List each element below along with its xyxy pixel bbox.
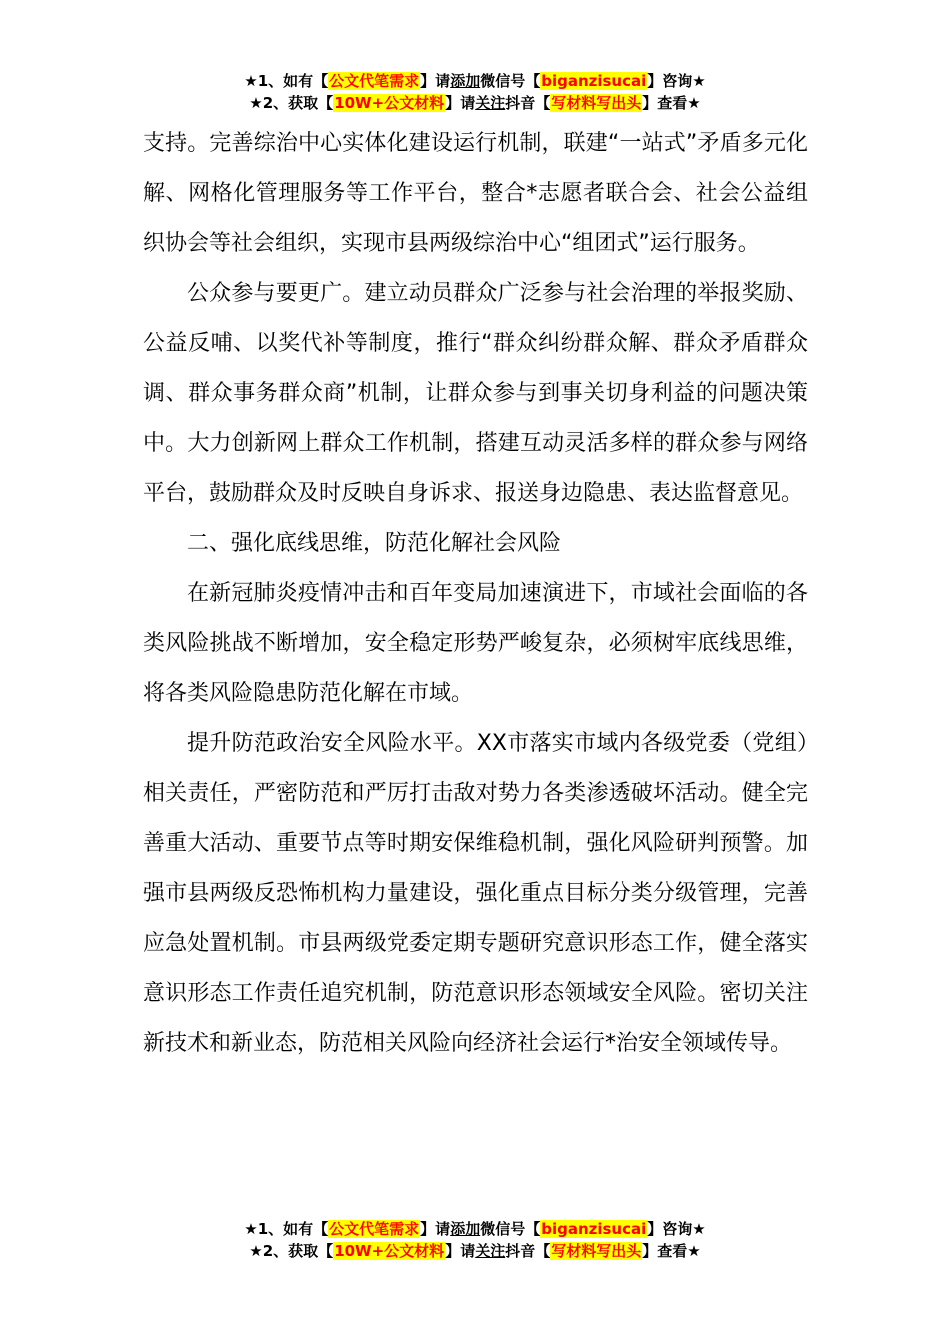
- banner-underlined-text: 关注: [475, 94, 506, 112]
- banner-text: 微信号【: [480, 1220, 541, 1238]
- banner-text: 】请: [445, 1242, 476, 1260]
- paragraph: 在新冠肺炎疫情冲击和百年变局加速演进下，市域社会面临的各类风险挑战不断增加，安全稳定形势严峻复杂，必须树牢底线思维，将各类风险隐患防范化解在市域。: [143, 581, 808, 706]
- banner-line-1: [0, 70, 950, 92]
- banner-highlight: 公文代笔需求: [329, 1220, 420, 1238]
- banner-highlight: 10W+公文材料: [334, 94, 445, 112]
- banner-text: ★1、如有【: [244, 1220, 329, 1238]
- banner-highlight: 公文代笔需求: [329, 72, 420, 90]
- banner-text: 】请: [445, 94, 476, 112]
- header-ad-banner: [0, 70, 950, 114]
- banner-text: 抖音【: [505, 1242, 551, 1260]
- footer-ad-banner: [0, 1218, 950, 1262]
- banner-line-1: [0, 1218, 950, 1240]
- banner-text: 】请: [420, 1220, 451, 1238]
- paragraph: 支持。完善综治中心实体化建设运行机制，联建“一站式”矛盾多元化解、网格化管理服务等工作平台，整合*志愿者联合会、社会公益组织协会等社会组织，实现市县两级综治中心“组团式”运行服务。: [143, 131, 808, 256]
- banner-line-2: [0, 92, 950, 114]
- banner-underlined-text: 关注: [475, 1242, 506, 1260]
- document-body: [143, 119, 808, 1069]
- banner-highlight: biganzisucai: [541, 72, 647, 90]
- banner-text: 抖音【: [505, 94, 551, 112]
- section-heading: 二、强化底线思维，防范化解社会风险: [187, 531, 562, 556]
- paragraph: 公众参与要更广。建立动员群众广泛参与社会治理的举报奖励、公益反哺、以奖代补等制度，推行“群众纠纷群众解、群众矛盾群众调、群众事务群众商”机制，让群众参与到事关切身利益的问题决策中。大力创新网上群众工作机制，搭建互动灵活多样的群众参与网络平台，鼓励群众及时反映自身诉求、报送身边隐患、表达监督意见。: [143, 281, 808, 506]
- banner-text: ★2、获取【: [249, 1242, 334, 1260]
- banner-highlight: 写材料写出头: [551, 94, 642, 112]
- banner-highlight: 10W+公文材料: [334, 1242, 445, 1260]
- paragraph: 提升防范政治安全风险水平。XX市落实市域内各级党委（党组）相关责任，严密防范和严厉打击敌对势力各类渗透破坏活动。健全完善重大活动、重要节点等时期安保维稳机制，强化风险研判预警。加强市县两级反恐怖机构力量建设，强化重点目标分类分级管理，完善应急处置机制。市县两级党委定期专题研究意识形态工作，健全落实意识形态工作责任追究机制，防范意识形态领域安全风险。密切关注新技术和新业态，防范相关风险向经济社会运行*治安全领域传导。: [143, 731, 808, 1056]
- banner-text: ★1、如有【: [244, 72, 329, 90]
- banner-highlight: biganzisucai: [541, 1220, 647, 1238]
- banner-text: 】请: [420, 72, 451, 90]
- banner-line-2: [0, 1240, 950, 1262]
- banner-text: 】咨询★: [647, 1220, 706, 1238]
- banner-text: 微信号【: [480, 72, 541, 90]
- banner-text: 】查看★: [642, 1242, 701, 1260]
- banner-underlined-text: 添加: [450, 1220, 481, 1238]
- banner-text: 】查看★: [642, 94, 701, 112]
- banner-text: 】咨询★: [647, 72, 706, 90]
- banner-underlined-text: 添加: [450, 72, 481, 90]
- banner-highlight: 写材料写出头: [551, 1242, 642, 1260]
- banner-text: ★2、获取【: [249, 94, 334, 112]
